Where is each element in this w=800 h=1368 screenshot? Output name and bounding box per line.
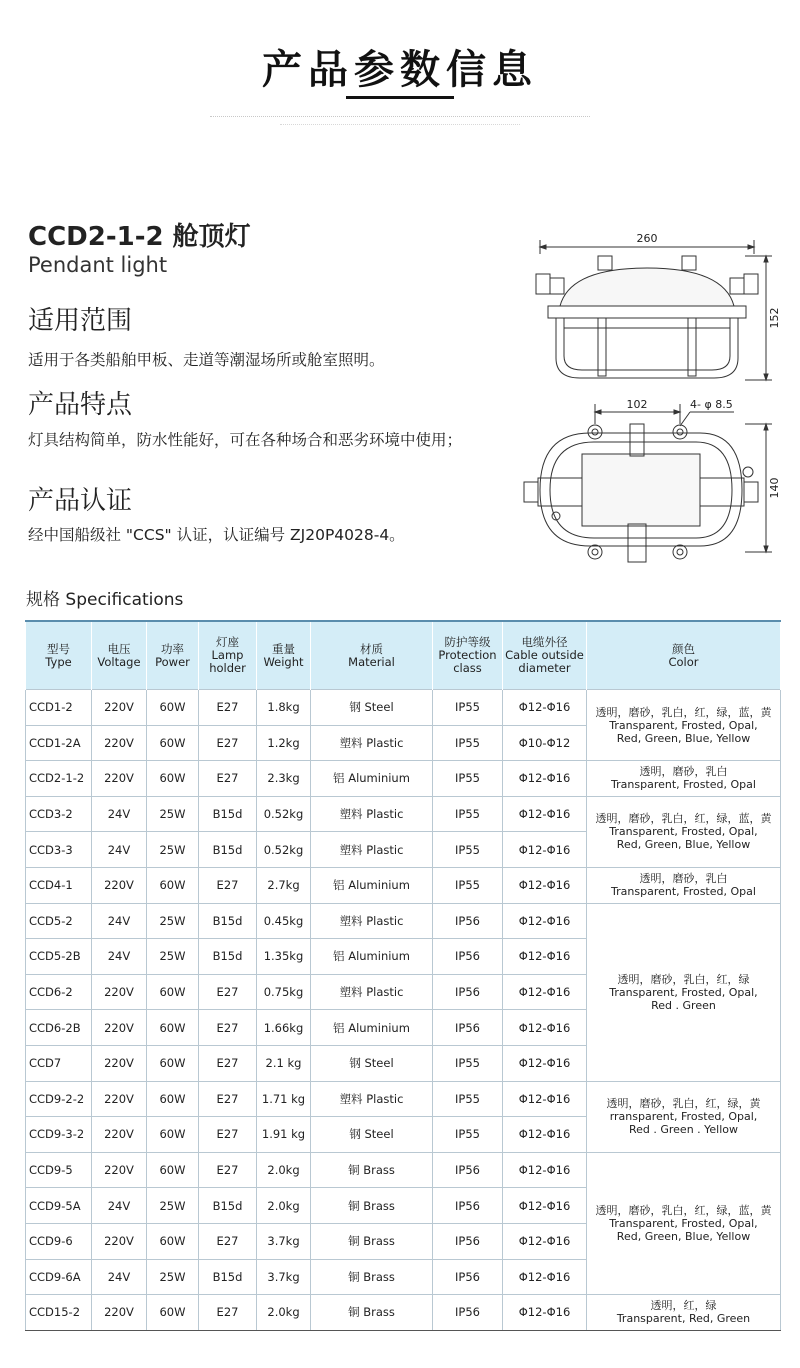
spec-title: 规格 Specifications — [26, 590, 184, 610]
header-weight — [257, 621, 311, 690]
cell-material: 铝 Aluminium — [311, 761, 433, 797]
cell-type: CCD15-2 — [26, 1295, 92, 1331]
header-line: diameter — [518, 661, 571, 675]
pendant-light-drawing — [510, 228, 795, 588]
cell-color — [587, 690, 781, 761]
cell-type: CCD9-5A — [26, 1188, 92, 1224]
cell-power: 60W — [147, 761, 199, 797]
color-line: Transparent, Frosted, Opal, — [609, 825, 758, 839]
cell-type: CCD3-3 — [26, 832, 92, 868]
title-underline — [346, 96, 454, 99]
cell-weight: 2.1 kg — [257, 1045, 311, 1081]
cell-cable-diameter: Φ12-Φ16 — [503, 761, 587, 797]
header-cable-diameter — [503, 621, 587, 690]
header-line: 颜色 — [672, 641, 695, 656]
cell-color — [587, 796, 781, 867]
dim-height-label: 152 — [768, 307, 781, 329]
cell-voltage: 24V — [92, 1259, 147, 1295]
header-line: class — [453, 661, 482, 675]
cell-color — [587, 1295, 781, 1331]
cell-power: 25W — [147, 1188, 199, 1224]
cell-color — [587, 1081, 781, 1152]
cell-cable-diameter: Φ12-Φ16 — [503, 1117, 587, 1153]
header-power — [147, 621, 199, 690]
cell-material: 铝 Aluminium — [311, 867, 433, 903]
cell-voltage: 220V — [92, 725, 147, 761]
header-line: 电压 — [107, 641, 131, 656]
header-material — [311, 621, 433, 690]
cell-type: CCD6-2B — [26, 1010, 92, 1046]
header-line: 电缆外径 — [521, 635, 568, 649]
cell-type: CCD5-2 — [26, 903, 92, 939]
cell-lamp-holder: B15d — [199, 939, 257, 975]
cell-lamp-holder: E27 — [199, 1045, 257, 1081]
cell-voltage: 24V — [92, 939, 147, 975]
cell-material: 铝 Aluminium — [311, 939, 433, 975]
cell-protection-class: IP55 — [433, 690, 503, 726]
cell-cable-diameter: Φ12-Φ16 — [503, 1223, 587, 1259]
color-line: 透明，红，绿 — [650, 1299, 717, 1313]
cell-material: 铜 Brass — [311, 1295, 433, 1331]
header-lamp-holder — [199, 621, 257, 690]
cell-cable-diameter: Φ10-Φ12 — [503, 725, 587, 761]
title-dotted-divider-2 — [280, 124, 520, 126]
table-row — [26, 796, 781, 832]
cell-power: 60W — [147, 690, 199, 726]
cell-voltage: 220V — [92, 1295, 147, 1331]
cell-power: 25W — [147, 796, 199, 832]
header-line: Weight — [263, 654, 304, 669]
cell-protection-class: IP56 — [433, 903, 503, 939]
cell-power: 60W — [147, 1117, 199, 1153]
cell-lamp-holder: E27 — [199, 1117, 257, 1153]
cert-heading: 产品认证 — [28, 486, 133, 516]
cell-power: 60W — [147, 1081, 199, 1117]
cell-protection-class: IP55 — [433, 1045, 503, 1081]
cell-protection-class: IP56 — [433, 939, 503, 975]
cell-cable-diameter: Φ12-Φ16 — [503, 1295, 587, 1331]
dim-width-label: 260 — [636, 232, 658, 245]
cell-protection-class: IP56 — [433, 1152, 503, 1188]
cell-protection-class: IP55 — [433, 761, 503, 797]
features-text: 灯具结构简单，防水性能好，可在各种场合和恶劣环境中使用； — [28, 431, 463, 449]
cell-voltage: 24V — [92, 796, 147, 832]
header-line: Color — [668, 654, 699, 669]
cell-voltage: 24V — [92, 903, 147, 939]
cell-protection-class: IP56 — [433, 1010, 503, 1046]
cell-lamp-holder: E27 — [199, 1295, 257, 1331]
cell-lamp-holder: E27 — [199, 974, 257, 1010]
color-line: 透明，磨砂，乳白，红，绿，蓝，黄 — [595, 1203, 772, 1217]
color-line: Red, Green, Blue, Yellow — [616, 838, 751, 852]
cell-cable-diameter: Φ12-Φ16 — [503, 939, 587, 975]
header-line: 型号 — [47, 641, 70, 656]
cell-voltage: 220V — [92, 1152, 147, 1188]
cell-weight: 3.7kg — [257, 1223, 311, 1259]
cell-weight: 1.66kg — [257, 1010, 311, 1046]
color-line: Transparent, Frosted, Opal — [611, 778, 756, 792]
cell-material: 铜 Brass — [311, 1223, 433, 1259]
cell-type: CCD5-2B — [26, 939, 92, 975]
cell-type: CCD6-2 — [26, 974, 92, 1010]
cell-power: 60W — [147, 1010, 199, 1046]
color-line: rransparent, Frosted, Opal, — [609, 1110, 758, 1124]
top-view-drawing — [524, 404, 772, 562]
header-line: Voltage — [97, 654, 141, 669]
cell-power: 60W — [147, 1045, 199, 1081]
color-line: Transparent, Frosted, Opal, — [609, 985, 758, 999]
header-type — [26, 621, 92, 690]
cell-material: 铜 Brass — [311, 1188, 433, 1224]
cell-type: CCD9-6 — [26, 1223, 92, 1259]
color-line: 透明，磨砂，乳白 — [639, 872, 728, 886]
cell-color — [587, 903, 781, 1081]
header-line: Lamp — [211, 648, 244, 662]
scope-text: 适用于各类船舶甲板、走道等潮湿场所或舱室照明。 — [28, 351, 385, 369]
color-line: Red, Green, Blue, Yellow — [616, 1229, 751, 1243]
color-line: Red, Green, Blue, Yellow — [616, 731, 751, 745]
cell-type: CCD9-5 — [26, 1152, 92, 1188]
cell-type: CCD1-2A — [26, 725, 92, 761]
cell-protection-class: IP55 — [433, 725, 503, 761]
cell-cable-diameter: Φ12-Φ16 — [503, 832, 587, 868]
features-heading: 产品特点 — [28, 390, 133, 420]
table-row — [26, 1081, 781, 1117]
cell-protection-class: IP56 — [433, 1223, 503, 1259]
spec-table — [25, 620, 781, 1331]
cell-lamp-holder: E27 — [199, 1152, 257, 1188]
color-line: Red . Green — [651, 998, 716, 1012]
cell-type: CCD1-2 — [26, 690, 92, 726]
cell-protection-class: IP55 — [433, 1081, 503, 1117]
side-view-drawing — [536, 240, 772, 380]
cell-cable-diameter: Φ12-Φ16 — [503, 1188, 587, 1224]
cell-weight: 0.52kg — [257, 832, 311, 868]
cell-weight: 1.8kg — [257, 690, 311, 726]
cert-text: 经中国船级社 "CCS" 认证，认证编号 ZJ20P4028-4。 — [28, 526, 405, 544]
cell-power: 60W — [147, 974, 199, 1010]
cell-voltage: 220V — [92, 1010, 147, 1046]
cell-material: 塑料 Plastic — [311, 796, 433, 832]
table-row — [26, 1295, 781, 1331]
header-line: 灯座 — [216, 635, 239, 649]
color-line: Red . Green . Yellow — [628, 1123, 739, 1137]
cell-voltage: 220V — [92, 1045, 147, 1081]
header-voltage — [92, 621, 147, 690]
table-row — [26, 867, 781, 903]
cell-type: CCD2-1-2 — [26, 761, 92, 797]
cell-power: 25W — [147, 939, 199, 975]
header-line: holder — [209, 661, 246, 675]
cell-voltage: 220V — [92, 974, 147, 1010]
color-line: Transparent, Frosted, Opal — [611, 885, 756, 899]
cell-cable-diameter: Φ12-Φ16 — [503, 690, 587, 726]
cell-weight: 2.0kg — [257, 1152, 311, 1188]
cell-material: 塑料 Plastic — [311, 1081, 433, 1117]
cell-weight: 2.0kg — [257, 1295, 311, 1331]
cell-weight: 2.3kg — [257, 761, 311, 797]
cell-lamp-holder: E27 — [199, 690, 257, 726]
product-model: CCD2-1-2 舱顶灯 — [28, 222, 251, 252]
product-english-name: Pendant light — [28, 253, 168, 277]
color-line: 透明，磨砂，乳白，红，绿，蓝，黄 — [595, 705, 772, 719]
cell-cable-diameter: Φ12-Φ16 — [503, 1010, 587, 1046]
cell-weight: 0.75kg — [257, 974, 311, 1010]
cell-material: 钢 Steel — [311, 1117, 433, 1153]
cell-material: 铝 Aluminium — [311, 1010, 433, 1046]
cell-material: 钢 Steel — [311, 690, 433, 726]
cell-cable-diameter: Φ12-Φ16 — [503, 867, 587, 903]
cell-color — [587, 761, 781, 797]
cell-power: 25W — [147, 903, 199, 939]
cell-protection-class: IP55 — [433, 867, 503, 903]
cell-voltage: 220V — [92, 1223, 147, 1259]
table-row — [26, 1152, 781, 1188]
cell-protection-class: IP56 — [433, 974, 503, 1010]
cell-cable-diameter: Φ12-Φ16 — [503, 1259, 587, 1295]
cell-voltage: 220V — [92, 1081, 147, 1117]
color-line: Transparent, Frosted, Opal, — [609, 1216, 758, 1230]
cell-weight: 1.71 kg — [257, 1081, 311, 1117]
cell-type: CCD4-1 — [26, 867, 92, 903]
cell-type: CCD9-3-2 — [26, 1117, 92, 1153]
cell-power: 60W — [147, 1295, 199, 1331]
cell-power: 60W — [147, 1223, 199, 1259]
cell-protection-class: IP56 — [433, 1259, 503, 1295]
cell-protection-class: IP55 — [433, 796, 503, 832]
cell-type: CCD7 — [26, 1045, 92, 1081]
cell-lamp-holder: E27 — [199, 725, 257, 761]
cell-weight: 3.7kg — [257, 1259, 311, 1295]
cell-cable-diameter: Φ12-Φ16 — [503, 1152, 587, 1188]
cell-voltage: 220V — [92, 867, 147, 903]
cell-type: CCD3-2 — [26, 796, 92, 832]
cell-weight: 1.35kg — [257, 939, 311, 975]
header-line: 重量 — [272, 641, 295, 656]
color-line: Transparent, Red, Green — [616, 1312, 751, 1326]
cell-lamp-holder: B15d — [199, 832, 257, 868]
cell-lamp-holder: B15d — [199, 1188, 257, 1224]
color-line: 透明，磨砂，乳白，红，绿 — [617, 972, 750, 986]
color-line: 透明，磨砂，乳白 — [639, 765, 728, 779]
header-line: 材质 — [360, 641, 383, 656]
cell-color — [587, 867, 781, 903]
cell-voltage: 24V — [92, 832, 147, 868]
cell-cable-diameter: Φ12-Φ16 — [503, 1045, 587, 1081]
cell-lamp-holder: E27 — [199, 761, 257, 797]
header-line: Type — [45, 654, 72, 669]
cell-lamp-holder: E27 — [199, 1081, 257, 1117]
cell-weight: 0.52kg — [257, 796, 311, 832]
cell-voltage: 220V — [92, 690, 147, 726]
cell-lamp-holder: B15d — [199, 796, 257, 832]
cell-material: 塑料 Plastic — [311, 725, 433, 761]
table-row — [26, 690, 781, 726]
cell-material: 塑料 Plastic — [311, 832, 433, 868]
header-color — [587, 621, 781, 690]
cell-material: 铜 Brass — [311, 1259, 433, 1295]
cell-lamp-holder: E27 — [199, 1010, 257, 1046]
title-dotted-divider — [210, 116, 590, 118]
scope-heading: 适用范围 — [28, 306, 133, 336]
cell-material: 铜 Brass — [311, 1152, 433, 1188]
color-line: 透明，磨砂，乳白，红，绿，蓝，黄 — [595, 812, 772, 826]
cell-lamp-holder: B15d — [199, 1259, 257, 1295]
cell-cable-diameter: Φ12-Φ16 — [503, 903, 587, 939]
cell-cable-diameter: Φ12-Φ16 — [503, 974, 587, 1010]
cell-voltage: 220V — [92, 1117, 147, 1153]
cell-lamp-holder: B15d — [199, 903, 257, 939]
cell-protection-class: IP55 — [433, 1117, 503, 1153]
dim-depth-label: 140 — [768, 477, 781, 499]
cell-voltage: 220V — [92, 761, 147, 797]
cell-weight: 2.7kg — [257, 867, 311, 903]
cell-protection-class: IP56 — [433, 1188, 503, 1224]
table-row — [26, 903, 781, 939]
cell-power: 60W — [147, 725, 199, 761]
table-header-row — [26, 621, 781, 690]
cell-weight: 0.45kg — [257, 903, 311, 939]
page-title: 产品参数信息 — [262, 47, 538, 93]
cell-lamp-holder: E27 — [199, 1223, 257, 1259]
cell-protection-class: IP56 — [433, 1295, 503, 1331]
header-line: Cable outside — [505, 648, 584, 662]
cell-power: 25W — [147, 1259, 199, 1295]
cell-cable-diameter: Φ12-Φ16 — [503, 1081, 587, 1117]
cell-weight: 2.0kg — [257, 1188, 311, 1224]
header-line: 功率 — [161, 641, 184, 656]
table-row — [26, 761, 781, 797]
table-body — [26, 690, 781, 1331]
cell-material: 塑料 Plastic — [311, 974, 433, 1010]
color-line: Transparent, Frosted, Opal, — [609, 718, 758, 732]
cell-power: 25W — [147, 832, 199, 868]
header-line: Power — [155, 654, 190, 669]
color-line: 透明，磨砂，乳白，红，绿，黄 — [606, 1097, 761, 1111]
cell-material: 钢 Steel — [311, 1045, 433, 1081]
cell-protection-class: IP55 — [433, 832, 503, 868]
cell-lamp-holder: E27 — [199, 867, 257, 903]
dim-hole-spacing-label: 102 — [626, 398, 648, 411]
cell-type: CCD9-6A — [26, 1259, 92, 1295]
dim-holes-label: 4- φ 8.5 — [690, 398, 733, 411]
header-protection-class — [433, 621, 503, 690]
header-line: Protection — [438, 648, 497, 662]
cell-color — [587, 1152, 781, 1294]
cell-weight: 1.2kg — [257, 725, 311, 761]
cell-material: 塑料 Plastic — [311, 903, 433, 939]
cell-power: 60W — [147, 1152, 199, 1188]
cell-cable-diameter: Φ12-Φ16 — [503, 796, 587, 832]
header-line: Material — [348, 654, 395, 669]
cell-power: 60W — [147, 867, 199, 903]
header-line: 防护等级 — [444, 635, 491, 649]
cell-weight: 1.91 kg — [257, 1117, 311, 1153]
cell-voltage: 24V — [92, 1188, 147, 1224]
cell-type: CCD9-2-2 — [26, 1081, 92, 1117]
